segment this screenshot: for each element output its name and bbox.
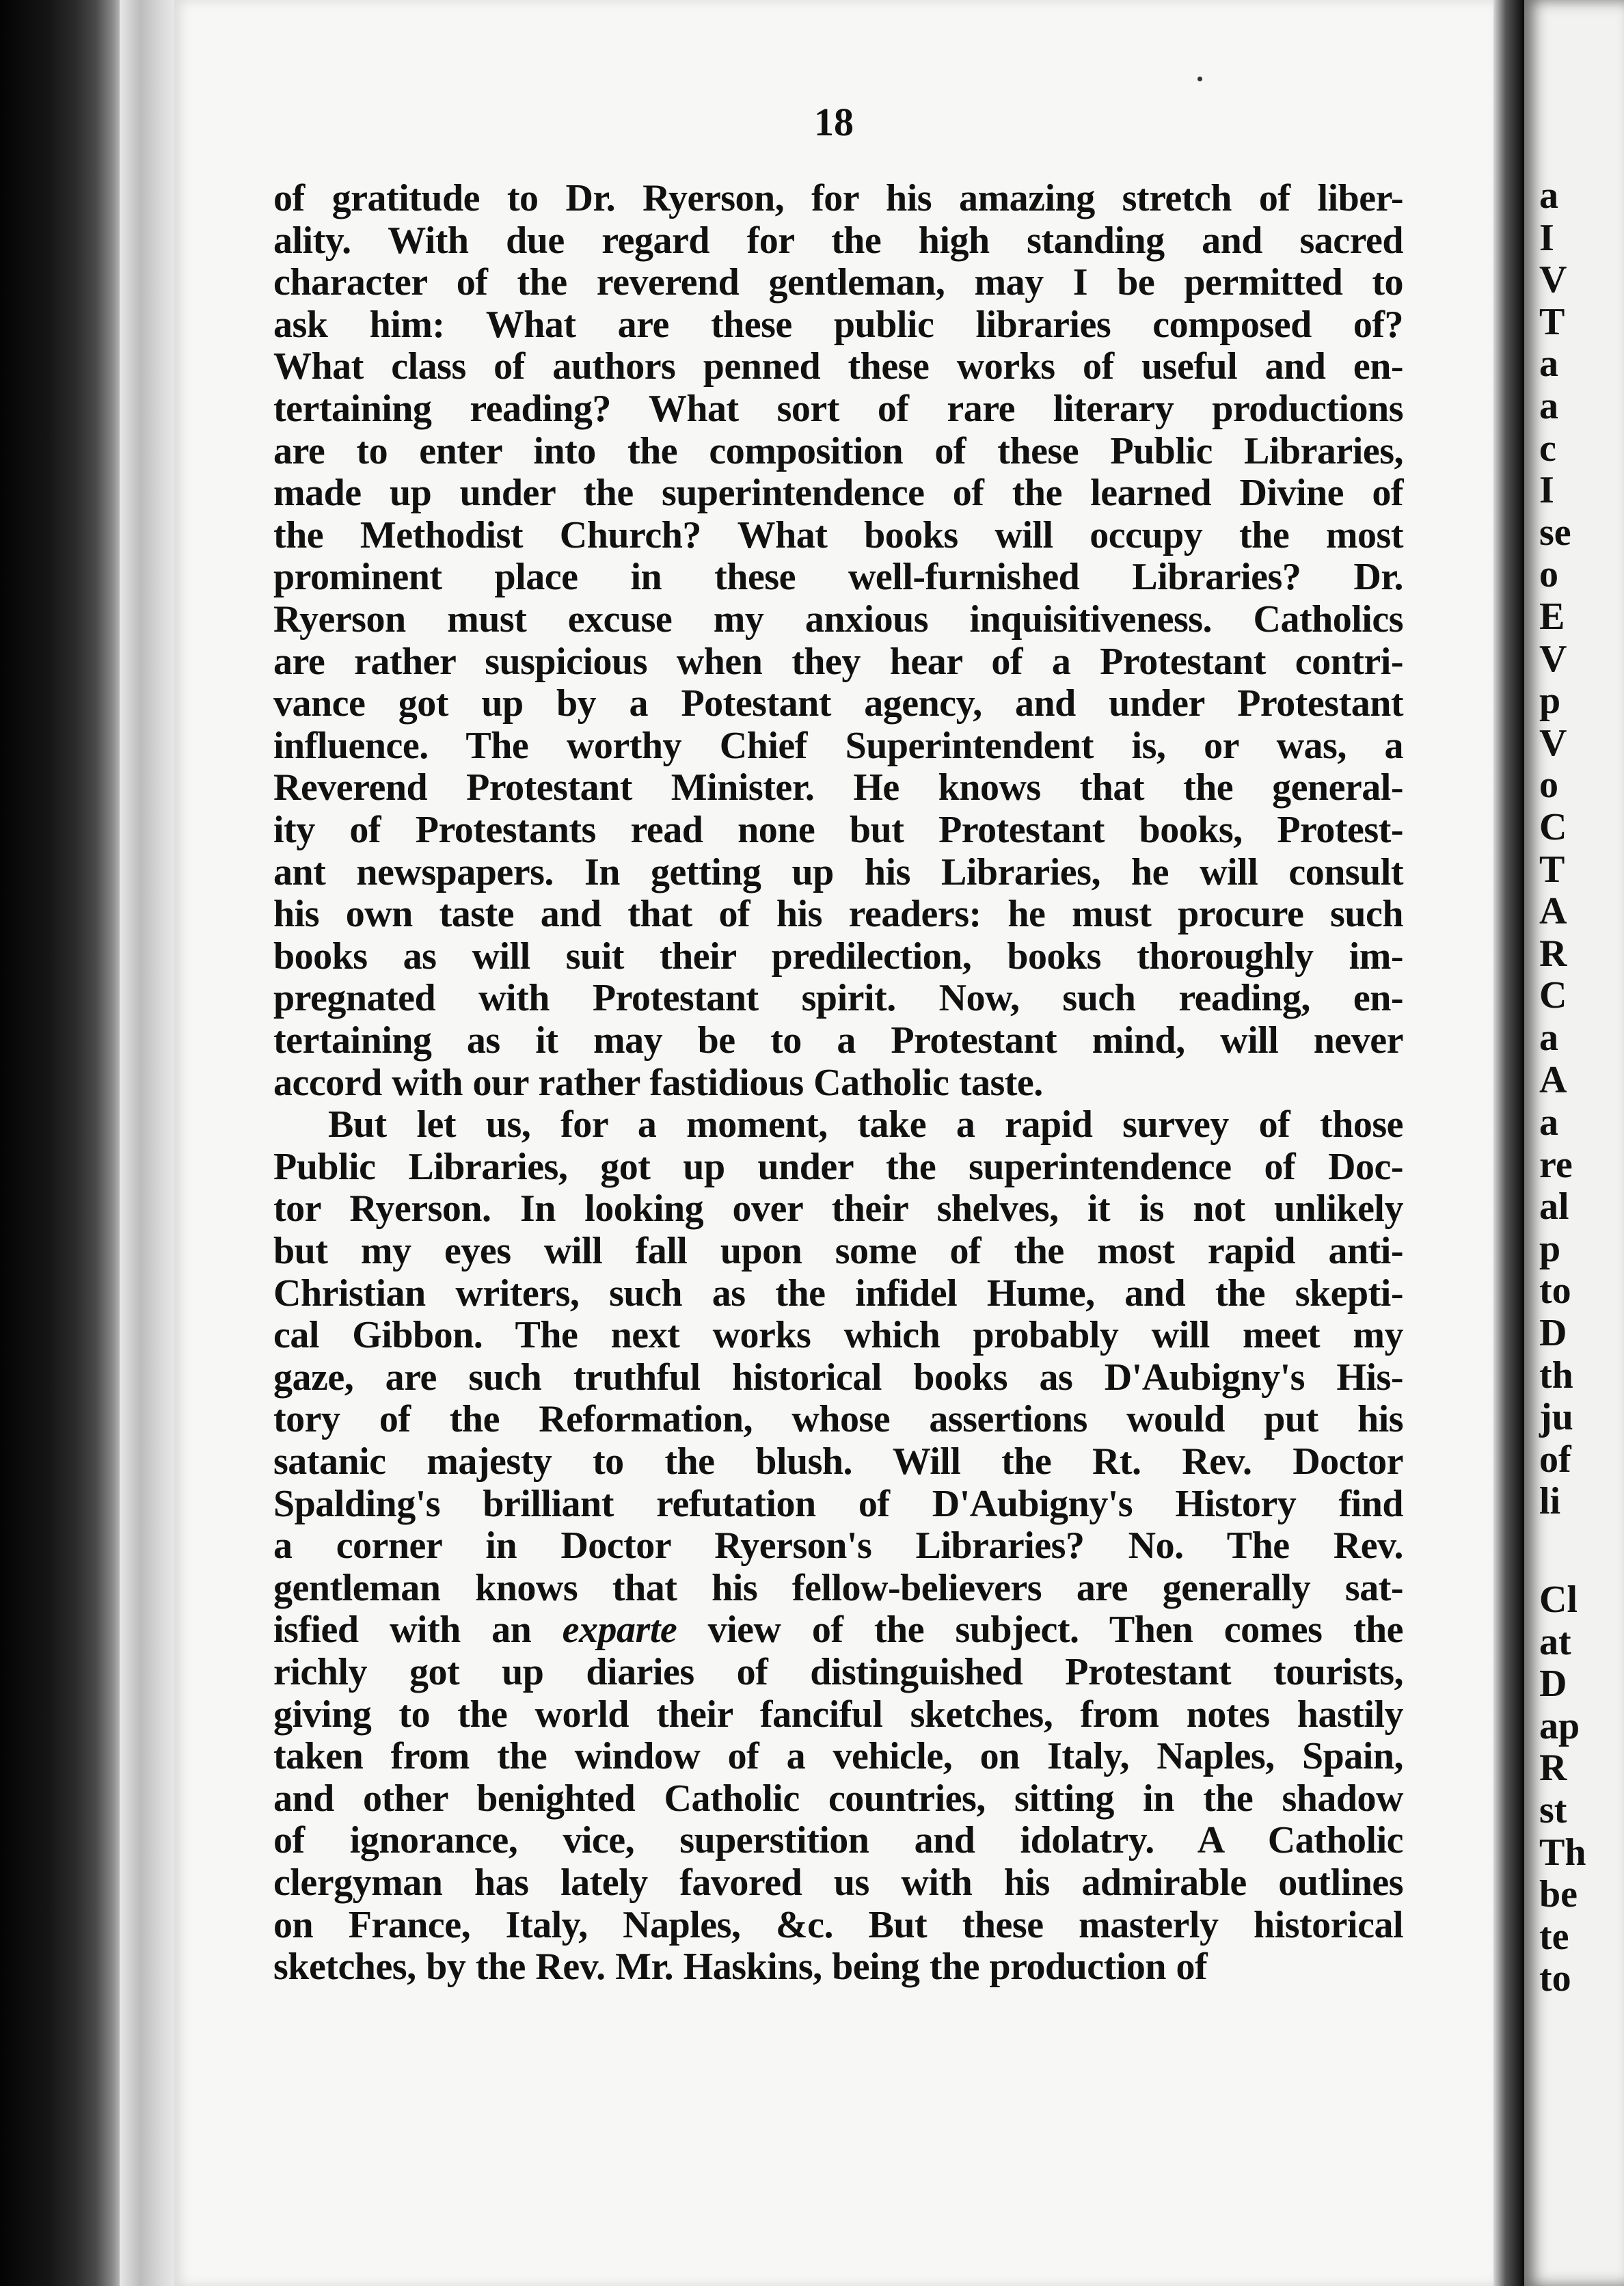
text-line <box>273 1608 1403 1652</box>
next-page-fragment: be <box>1539 1873 1578 1916</box>
next-page-fragment: c <box>1539 427 1556 470</box>
text-line: a corner in Doctor Ryerson's Libraries? No. The Rev. <box>273 1524 1403 1568</box>
next-page-fragment: V <box>1539 637 1567 680</box>
text-line: influence. The worthy Chief Superintendent is, or was, a <box>273 724 1403 767</box>
text-line: gaze, are such truthful historical books as D'Aubigny's His- <box>273 1356 1403 1399</box>
next-page-fragment: A <box>1539 1058 1567 1101</box>
next-page-fragment: V <box>1539 258 1567 301</box>
text-line: taken from the window of a vehicle, on Italy, Naples, Spain, <box>273 1735 1403 1778</box>
next-page-edge <box>1524 0 1624 2286</box>
next-page-fragment: a <box>1539 174 1558 217</box>
text-line: tertaining as it may be to a Protestant mind, will never <box>273 1019 1403 1062</box>
text-line: of ignorance, vice, superstition and idolatry. A Catholic <box>273 1819 1403 1862</box>
text-line: clergyman has lately favored us with his admirable outlines <box>273 1861 1403 1904</box>
next-page-fragment: a <box>1539 1101 1558 1144</box>
text-line: are to enter into the composition of these Public Libraries, <box>273 429 1403 472</box>
text-line: tory of the Reformation, whose assertions would put his <box>273 1398 1403 1441</box>
text-span: view of the subject. Then comes the <box>677 1609 1403 1652</box>
next-page-fragment: V <box>1539 721 1567 764</box>
next-page-fragment: C <box>1539 974 1567 1017</box>
text-line: What class of authors penned these works of useful and en- <box>273 345 1403 388</box>
text-line: tertaining reading? What sort of rare literary productions <box>273 388 1403 430</box>
text-line: vance got up by a Potestant agency, and under Protestant <box>273 682 1403 725</box>
text-line: Christian writers, such as the infidel Hume, and the skepti- <box>273 1272 1403 1315</box>
next-page-fragment: p <box>1539 680 1561 723</box>
text-line: giving to the world their fanciful sketches, from notes hastily <box>273 1693 1403 1736</box>
next-page-fragment: E <box>1539 595 1565 638</box>
text-line: character of the reverend gentleman, may I be permitted to <box>273 261 1403 304</box>
next-page-fragment: ap <box>1539 1704 1580 1747</box>
page-number: 18 <box>814 100 854 144</box>
next-page-fragment: T <box>1539 848 1565 891</box>
text-line: cal Gibbon. The next works which probably will meet my <box>273 1314 1403 1357</box>
next-page-fragment: a <box>1539 1017 1558 1059</box>
text-line: made up under the superintendence of the learned Divine of <box>273 472 1403 515</box>
text-line: but my eyes will fall upon some of the most rapid anti- <box>273 1230 1403 1272</box>
next-page-fragment: te <box>1539 1915 1569 1958</box>
paper-speck <box>1197 77 1202 81</box>
next-page-fragment: of <box>1539 1438 1571 1481</box>
next-page-fragment: C <box>1539 806 1567 848</box>
text-line: and other benighted Catholic countries, sitting in the shadow <box>273 1777 1403 1820</box>
next-page-fragment: D <box>1539 1312 1567 1354</box>
text-line: Reverend Protestant Minister. He knows that the general- <box>273 766 1403 809</box>
text-line: accord with our rather fastidious Catholic taste. <box>273 1061 1043 1104</box>
page-gutter <box>1493 0 1524 2286</box>
text-line: tor Ryerson. In looking over their shelves, it is not unlikely <box>273 1187 1403 1231</box>
next-page-fragment: st <box>1539 1789 1567 1831</box>
text-line: the Methodist Church? What books will occupy the most <box>273 513 1403 556</box>
text-line: ity of Protestants read none but Protestant books, Protest- <box>273 809 1403 851</box>
next-page-fragment: th <box>1539 1354 1573 1397</box>
next-page-fragment: al <box>1539 1185 1569 1228</box>
next-page-fragment: li <box>1539 1480 1561 1523</box>
text-line: ask him: What are these public libraries composed of? <box>273 303 1403 346</box>
text-line: But let us, for a moment, take a rapid survey of those <box>328 1103 1403 1146</box>
next-page-fragment: A <box>1539 890 1567 933</box>
next-page-fragment: R <box>1539 932 1567 975</box>
next-page-fragment: o <box>1539 764 1558 807</box>
previous-page-shadow <box>0 0 123 2286</box>
text-line: his own taste and that of his readers: he must procure such <box>273 893 1403 936</box>
next-page-fragment: to <box>1539 1269 1571 1313</box>
next-page-fragment: I <box>1539 469 1554 512</box>
text-line: books as will suit their predilection, books thoroughly im- <box>273 934 1403 978</box>
text-span: isfied with an <box>273 1609 563 1652</box>
next-page-fragment: at <box>1539 1620 1571 1663</box>
text-line: Spalding's brilliant refutation of D'Aubigny's History find <box>273 1482 1403 1525</box>
italic-term: exparte <box>562 1609 677 1652</box>
next-page-fragment: Th <box>1539 1831 1586 1874</box>
text-line: Public Libraries, got up under the superintendence of Doc- <box>273 1145 1403 1188</box>
next-page-fragment: re <box>1539 1143 1573 1186</box>
text-line: satanic majesty to the blush. Will the Rt. Rev. Doctor <box>273 1440 1403 1483</box>
next-page-fragment: to <box>1539 1957 1571 2000</box>
text-line: pregnated with Protestant spirit. Now, such reading, en- <box>273 977 1403 1020</box>
next-page-fragment: R <box>1539 1747 1567 1790</box>
text-line: sketches, by the Rev. Mr. Haskins, being the production of <box>273 1946 1208 1989</box>
next-page-fragment: se <box>1539 511 1571 554</box>
text-line: on France, Italy, Naples, &c. But these masterly historical <box>273 1903 1403 1946</box>
text-line: gentleman knows that his fellow-believers are generally sat- <box>273 1566 1403 1609</box>
text-line: prominent place in these well-furnished Libraries? Dr. <box>273 556 1403 599</box>
next-page-fragment: T <box>1539 300 1565 343</box>
next-page-fragment: p <box>1539 1227 1561 1270</box>
next-page-fragment: Cl <box>1539 1578 1578 1621</box>
next-page-fragment: a <box>1539 342 1558 386</box>
text-line: are rather suspicious when they hear of a Protestant contri- <box>273 640 1403 683</box>
next-page-fragment: a <box>1539 385 1558 427</box>
next-page-fragment: I <box>1539 216 1554 259</box>
text-line: Ryerson must excuse my anxious inquisitiveness. Catholics <box>273 598 1403 641</box>
next-page-fragment: D <box>1539 1663 1567 1706</box>
text-line: ality. With due regard for the high standing and sacred <box>273 219 1403 262</box>
next-page-fragment: ju <box>1539 1396 1573 1439</box>
text-line: ant newspapers. In getting up his Libraries, he will consult <box>273 850 1403 893</box>
next-page-fragment: o <box>1539 553 1558 596</box>
text-line: richly got up diaries of distinguished Protestant tourists, <box>273 1651 1403 1693</box>
text-line: of gratitude to Dr. Ryerson, for his amazing stretch of liber- <box>273 177 1403 219</box>
